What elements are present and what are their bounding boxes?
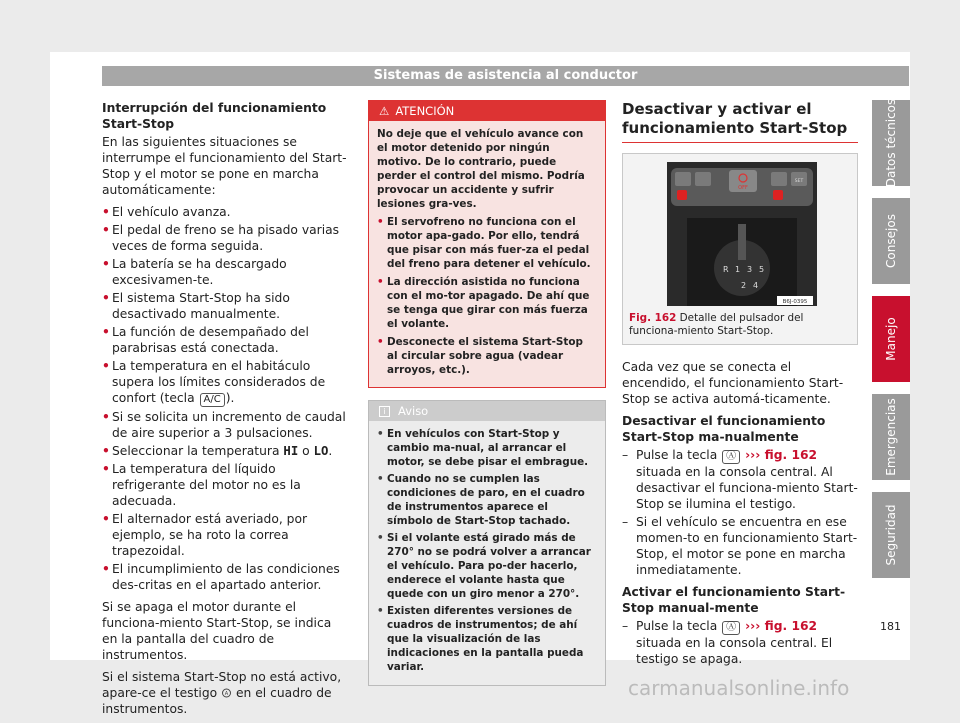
paragraph: Si se apaga el motor durante el funciona-miento Start-Stop, se indica en la pantalla del cuadro de instrumentos. [102,600,332,662]
activate-heading: Activar el funcionamiento Start-Stop manual-mente [622,585,846,615]
list-item: • La función de desempañado del parabrisas está conectada. [102,325,309,355]
svg-text:OFF: OFF [738,185,748,191]
list-item: • El servofreno no funciona con el motor apa-gado. Por ello, tendrá que pisar con más fuer-za el pedal del freno para detener el vehículo. [377,216,591,270]
warning-header: ⚠ ATENCIÓN [369,101,605,121]
list-item: – Si el vehículo se encuentra en ese momen-to en funcionamiento Start-Stop, el motor se pone en marcha inmediatamente. [622,515,858,577]
tab-consejos[interactable]: Consejos [872,198,910,284]
svg-text:SET: SET [794,179,804,184]
tab-emergencias[interactable]: Emergencias [872,394,910,480]
tab-manejo[interactable]: Manejo [872,296,910,382]
svg-text:1: 1 [735,265,741,274]
warning-body [369,121,605,387]
list-item: • Seleccionar la temperatura HI o LO. [102,444,333,458]
page-number: 181 [880,620,901,633]
note-box [368,400,606,686]
svg-text:R: R [723,265,729,274]
note-body [369,421,605,685]
info-icon: i [379,406,390,417]
list-item: • Desconecte el sistema Start-Stop al circular sobre agua (vadear arroyos, etc.). [377,336,583,376]
svg-text:B6J-0395: B6J-0395 [782,299,808,305]
list-item: • Existen diferentes versiones de cuadros de instrumentos; de ahí que la visualización de las indicaciones en la pantalla pueda variar. [377,605,584,673]
figure-ref-link[interactable]: ››› fig. 162 [745,619,818,633]
section-header: Sistemas de asistencia al conductor [102,66,909,86]
start-stop-key-icon: Ⓐ [722,450,740,464]
svg-text:A: A [224,691,229,697]
svg-text:5: 5 [759,265,765,274]
list-item: – Pulse la tecla Ⓐ ››› fig. 162 situada en la consola central. El testigo se apaga. [622,619,833,666]
start-stop-key-icon: Ⓐ [722,621,740,635]
column-right [622,100,858,669]
list-item: • La batería se ha descargado excesivamen-te. [102,257,287,287]
deactivate-heading: Desactivar el funcionamiento Start-Stop ma-nualmente [622,414,826,444]
side-tabs [872,100,910,590]
section-title: Desactivar y activar el funcionamiento Start-Stop [622,100,858,143]
start-stop-warning-icon [221,687,232,698]
watermark: carmanualsonline.info [628,676,850,700]
svg-text:2: 2 [741,281,747,290]
note-header: i Aviso [369,401,605,421]
list-item: • Cuando no se cumplen las condiciones de paro, en el cuadro de instrumentos aparece el símbolo de Start-Stop tachado. [377,473,585,527]
list-item: • El vehículo avanza. [102,205,231,219]
console-photo [667,162,817,306]
tab-datos-tecnicos[interactable]: Datos técnicos [872,100,910,186]
list-item: • El incumplimiento de las condiciones des-critas en el apartado anterior. [102,562,340,592]
figure-caption: Fig. 162 Detalle del pulsador del funciona-miento Start-Stop. [629,312,804,337]
column-left [102,100,350,723]
figure [622,153,858,345]
warning-box [368,100,606,388]
paragraph: Si el sistema Start-Stop no está activo, apare-ce el testigo A en el cuadro de instrumentos. [102,670,342,716]
list-item: – Pulse la tecla Ⓐ ››› fig. 162 situada en la consola central. Al desactivar el funciona-miento Start-Stop se ilumina el testigo. [622,448,858,511]
list-item: • El pedal de freno se ha pisado varias veces de forma seguida. [102,223,340,253]
svg-text:3: 3 [747,265,753,274]
list-item: • La dirección asistida no funciona con el mo-tor apagado. De ahí que se tenga que girar con más fuerza el volante. [377,276,590,330]
list-item: • Si se solicita un incremento de caudal de aire superior a 3 pulsaciones. [102,410,346,440]
list-item: • La temperatura del líquido refrigerante del motor no es la adecuada. [102,462,301,508]
warning-triangle-icon: ⚠ [379,104,390,118]
interruption-intro: En las siguientes situaciones se interrumpe el funcionamiento del Start-Stop y el motor se pone en marcha automáticamente: [102,135,347,197]
list-item: • El sistema Start-Stop ha sido desactivado manualmente. [102,291,290,321]
column-middle [368,100,606,686]
tab-seguridad[interactable]: Seguridad [872,492,910,578]
list-item: • En vehículos con Start-Stop y cambio ma-nual, al arrancar el motor, se debe pisar el embrague. [377,428,589,468]
paragraph: Cada vez que se conecta el encendido, el funcionamiento Start-Stop se activa automá-ticamente. [622,360,844,406]
svg-text:4: 4 [753,281,759,290]
ac-key: A/C [200,393,225,407]
list-item: • El alternador está averiado, por ejemplo, se ha roto la correa trapezoidal. [102,512,308,558]
list-item: • Si el volante está girado más de 270° no se podrá volver a arrancar el vehículo. Para po-der hacerlo, enderece el volante hasta que quede con un giro menor a 270°. [377,532,591,600]
list-item: • La temperatura en el habitáculo supera los límites considerados de confort (tecla A/C ). [102,359,326,405]
warning-intro: No deje que el vehículo avance con el motor detenido por ningún motivo. De lo contrario, puede perder el control del mismo. Podría provocar un accidente y sufrir lesiones gra-ves. [377,128,585,210]
figure-ref-link[interactable]: ››› fig. 162 [745,448,818,462]
interruption-heading: Interrupción del funcionamiento Start-Stop [102,101,327,131]
